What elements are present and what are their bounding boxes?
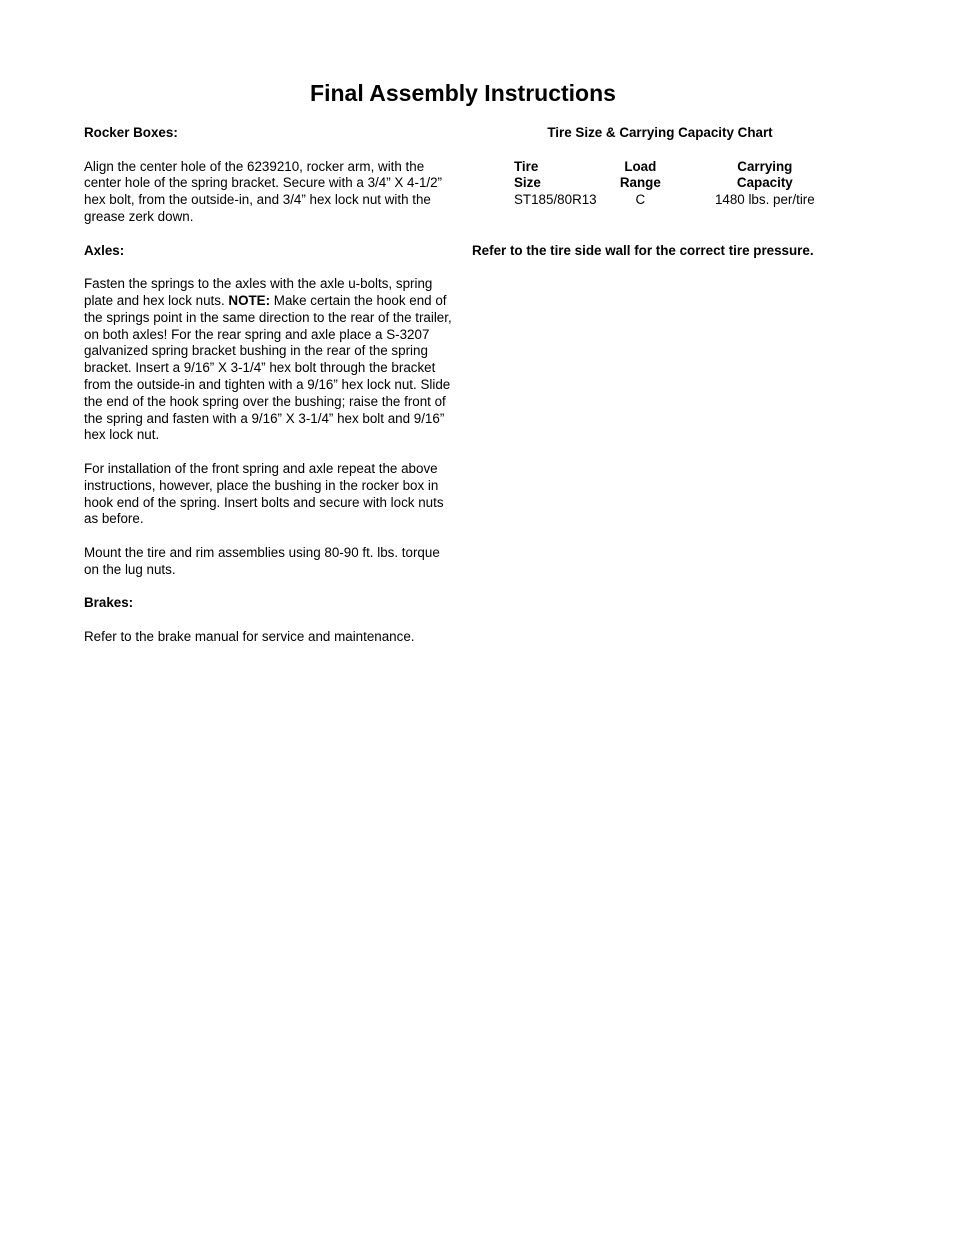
instructions-column (84, 125, 456, 663)
rocker-boxes-text: Align the center hole of the 6239210, rocker arm, with the center hole of the spring bracket. Secure with a 3/4” X 4-1/2” hex bolt, from the outside-in, and 3/4” hex lock nut with the grease zerk down. (84, 158, 443, 224)
tire-chart (460, 125, 860, 209)
axles-paragraph-3: Mount the tire and rim assemblies using 80-90 ft. lbs. torque on the lug nuts. (84, 544, 440, 577)
axles-paragraph-1 (84, 276, 456, 444)
note-label: NOTE: (228, 292, 271, 308)
rocker-boxes-heading: Rocker Boxes: (84, 125, 178, 140)
header-text: Size (514, 175, 541, 191)
brakes-heading: Brakes: (84, 595, 134, 611)
header-load-range (611, 159, 670, 193)
chart-title: Tire Size & Carrying Capacity Chart (547, 125, 773, 140)
page-title: Final Assembly Instructions (310, 80, 616, 106)
header-text: Tire (514, 158, 539, 174)
axles-p1-before: Fasten the springs to the axles with the axle u-bolts, spring plate and hex lock nuts. (84, 276, 433, 308)
brakes-text: Refer to the brake manual for service and maintenance. (84, 628, 415, 644)
axles-heading: Axles: (84, 242, 125, 258)
header-carrying-capacity (670, 159, 860, 193)
table-row (514, 192, 860, 209)
header-text: Carrying (737, 158, 793, 174)
header-text: Capacity (736, 175, 793, 191)
header-tire-size (514, 159, 611, 193)
tire-capacity-table (514, 159, 860, 209)
table-header-row (514, 159, 860, 193)
cell-tire-size: ST185/80R13 (514, 192, 597, 208)
axles-paragraph-2: For installation of the front spring and axle repeat the above instructions, however, place the bushing in the rocker box in hook end of the spring. Insert bolts and secure with lock nuts as before. (84, 460, 444, 527)
axles-p1-after: Make certain the hook end of the springs point in the same direction to the rear of the trailer, on both axles! For the rear spring and axle place a S-3207 galvanized spring bracket bushing in the rear of the spring bracket. Insert a 9/16” X 3-1/4” hex bolt through the bracket from the outside-in and tighten with a 9/16” hex lock nut. Slide the end of the hook spring over the bushing; raise the front of the spring and fasten with a 9/16” X 3-1/4” hex bolt and 9/16” hex lock nut. (84, 292, 452, 443)
tire-pressure-note: Refer to the tire side wall for the correct tire pressure. (472, 243, 814, 258)
cell-load-range: C (635, 192, 646, 208)
header-text: Range (619, 175, 661, 191)
header-text: Load (624, 158, 657, 174)
cell-carrying-capacity: 1480 lbs. per/tire (714, 192, 815, 208)
